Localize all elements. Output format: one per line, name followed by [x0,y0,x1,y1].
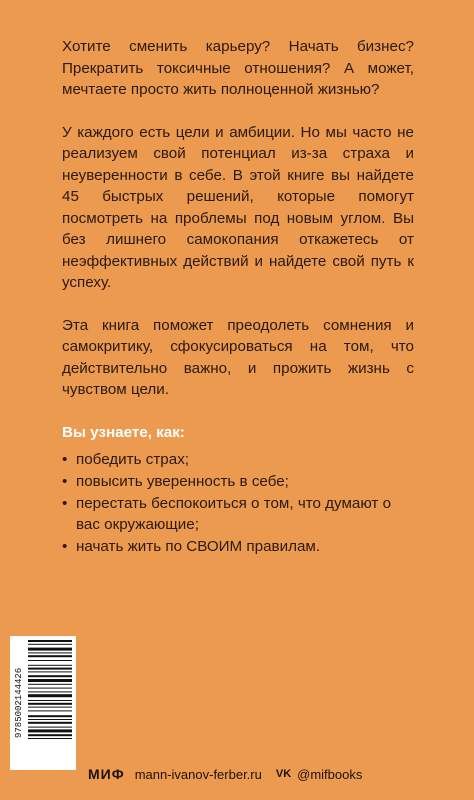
vk-icon: VK [275,768,292,780]
barcode-bar [28,729,72,732]
barcode-bar [28,671,72,672]
list-item: • повысить уверенность в себе; [62,473,289,490]
barcode-bar [28,688,72,689]
isbn-barcode [10,636,76,770]
barcode-bar [28,700,72,701]
barcode-digits: 9785002144426 [14,667,24,739]
barcode-bar [28,655,72,657]
barcode-bar [28,694,72,697]
barcode-bar [28,727,72,728]
benefits-list [62,449,414,557]
bullet-icon: • [62,451,68,468]
barcode-bar [28,691,72,692]
social-handle: @mifbooks [297,766,363,782]
bullet-icon: • [62,538,68,555]
bullet-icon: • [62,495,68,512]
intro-paragraph: Хотите сменить карьеру? Начать бизнес? Прекратить токсичные отношения? А может, мечтаете просто жить полноценной жизнью? [62,38,414,98]
barcode-bar [28,640,72,642]
list-item: • перестать беспокоиться о том, что думают о вас окружающие; [62,495,392,533]
barcode-bar [28,707,72,708]
publisher-logo: МИФ [88,766,125,782]
barcode-bar [28,644,72,645]
goals-paragraph: У каждого есть цели и амбиции. Но мы часто не реализуем свой потенциал из-за страха и неуверенности в себе. В этой книге вы найдете 45 быстрых решений, которые помогут посмотреть на проблемы под новым углом. Вы без лишнего самокопания откажетесь от неэффективных действий и найдете свой путь к успеху. [62,123,414,291]
barcode-bar [28,665,72,666]
barcode-bar [28,722,72,724]
benefit-paragraph: Эта книга поможет преодолеть сомнения и самокритику, сфокусироваться на том, что действительно важно, и прожить жизнь с чувством цели. [62,316,414,398]
barcode-bar [28,684,72,685]
publisher-website: mann-ivanov-ferber.ru [134,766,262,782]
list-item: • победить страх; [62,451,190,468]
barcode-bar [28,703,72,705]
barcode-bar [28,679,72,682]
barcode-bar [28,734,72,736]
barcode-bar [28,660,72,661]
barcode-bar [28,668,72,670]
footer [88,764,362,784]
bullet-icon: • [62,473,68,490]
barcode-bar [28,715,72,717]
barcode-bar [28,719,72,720]
barcode-bar [28,710,72,711]
list-item: • начать жить по СВОИМ правилам. [62,538,321,555]
barcode-bar [28,738,72,739]
list-heading: Вы узнаете, как: [62,423,185,441]
barcode-bar [28,652,72,653]
description-block [62,36,414,558]
barcode-bar [28,648,72,651]
barcode-bar [28,675,72,677]
